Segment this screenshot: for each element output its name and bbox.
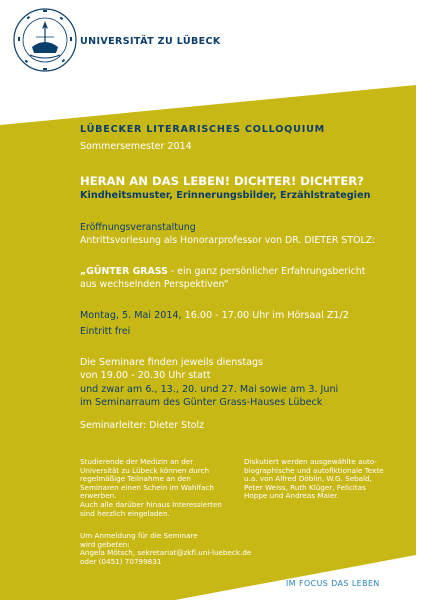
note-line: sind herzlich eingeladen. [80, 508, 170, 518]
time-place: 16.00 - 17.00 Uhr im Hörsaal Z1/2 [181, 310, 349, 321]
seminar-info [80, 356, 416, 410]
note-line: erwerben. [80, 491, 117, 501]
date-text: Montag, 5. Mai 2014, [80, 310, 182, 321]
registration-contact [80, 532, 270, 566]
talk-title-line2: aus wechselnden Perspektiven“ [80, 279, 229, 290]
note-line: Peter Weiss, Ruth Klüger, Felicitas [244, 482, 366, 492]
seminar-line-3: und zwar am 6., 13., 20. und 27. Mai sowie am 3. Juni [80, 383, 339, 395]
footer-tagline: IM FOCUS DAS LEBEN [286, 579, 380, 588]
inaugural-lecture: Antrittsvorlesung als Honorarprofessor von DR. DIETER STOLZ: [80, 235, 376, 246]
headline: HERAN AN DAS LEBEN! DICHTER! DICHTER? [80, 174, 364, 188]
note-line: Universität zu Lübeck können durch [80, 465, 210, 475]
note-line: Seminaren einen Schein im Wahlfach [80, 482, 214, 492]
note-line: Studierende der Medizin an der [80, 457, 194, 466]
university-name: UNIVERSITÄT ZU LÜBECK [80, 36, 221, 47]
note-line: regelmäßige Teilnahme an den [80, 474, 191, 484]
semester: Sommersemester 2014 [80, 141, 192, 152]
talk-title-bold: „GÜNTER GRASS [80, 266, 168, 277]
talk-title-rest: - ein ganz persönlicher Erfahrungsbericht [167, 266, 366, 277]
seminar-line-4: im Seminarraum des Günter Grass-Hauses Lübeck [80, 397, 323, 409]
note-line: Diskutiert werden ausgewählte auto- [244, 457, 377, 466]
series-title: LÜBECKER LITERARISCHES COLLOQUIUM [80, 124, 326, 135]
contact-line: Um Anmeldung für die Seminare [80, 531, 198, 540]
note-line: u.a. von Alfred Döblin, W.G. Sebald, [244, 474, 372, 484]
opening-label: Eröffnungsveranstaltung [80, 222, 196, 233]
contact-line: wird gebeten: [80, 539, 130, 549]
seminar-line-1: Die Seminare finden jeweils dienstags [80, 357, 264, 368]
contact-line: Angela Mötsch, sekretariat@zkfl.uni-luebeck.de [80, 548, 252, 558]
note-line: Hoppe und Andreas Maier. [244, 491, 339, 501]
university-seal-icon [12, 7, 78, 73]
texts-note [244, 458, 394, 501]
talk-title [80, 265, 416, 291]
subheadline: Kindheitsmuster, Erinnerungsbilder, Erzählstrategien [80, 190, 371, 201]
note-line: Auch alle darüber hinaus Interessierten [80, 499, 222, 509]
students-note [80, 458, 230, 518]
note-line: biographische und autofiktionale Texte [244, 465, 384, 475]
seminar-leader: Seminarleiter: Dieter Stolz [80, 420, 205, 431]
event-date [80, 310, 416, 321]
contact-line: oder (0451) 70799831 [80, 556, 162, 566]
seminar-line-2: von 19.00 - 20.30 Uhr statt [80, 370, 211, 382]
admission: Eintritt frei [80, 326, 131, 337]
